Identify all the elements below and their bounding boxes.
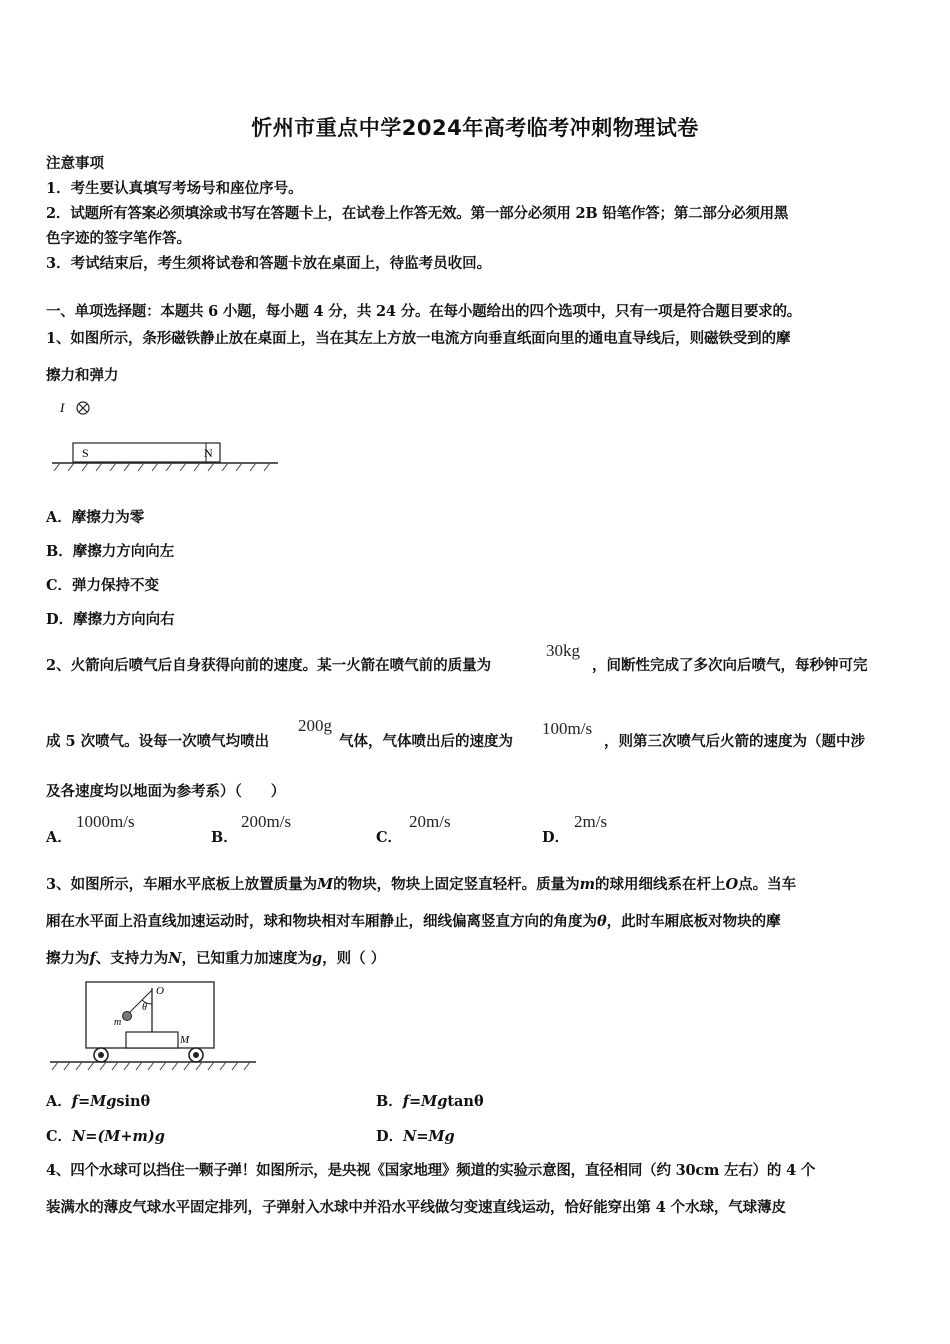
q3-var-N: N bbox=[168, 950, 182, 967]
q2-option-d-label: D． bbox=[542, 829, 570, 846]
q3-option-b-formula: f=Mg bbox=[402, 1093, 448, 1110]
q3-text-3c: ，已知重力加速度为 bbox=[181, 950, 313, 967]
q3-text-1b: 的物块，物块上固定竖直轻杆。质量为 bbox=[333, 876, 580, 893]
q1-bar-magnet bbox=[73, 443, 220, 462]
q2-option-c-value: 20m/s bbox=[409, 812, 451, 831]
q3-wheel-right bbox=[189, 1048, 203, 1062]
q1-option-d: D．摩擦力方向向右 bbox=[46, 611, 175, 628]
q2-option-b-value: 200m/s bbox=[241, 812, 292, 831]
notice-item-1: 1．考生要认真填写考场号和座位序号。 bbox=[46, 180, 303, 197]
q2-option-d-value: 2m/s bbox=[574, 812, 608, 831]
q2-stem-line-2b: 气体，气体喷出后的速度为 bbox=[339, 733, 513, 750]
q3-fig-label-O: O bbox=[156, 985, 164, 997]
q2-stem-line-1b: ，间断性完成了多次向后喷气，每秒钟可完 bbox=[592, 657, 868, 674]
q2-option-b-label: B． bbox=[211, 829, 238, 846]
q2-gas-speed-value: 100m/s bbox=[542, 719, 593, 738]
q3-option-d bbox=[376, 1125, 455, 1146]
q3-var-g: g bbox=[312, 950, 323, 967]
q3-var-m: m bbox=[579, 876, 595, 893]
q3-option-a-trig: sinθ bbox=[116, 1093, 151, 1110]
q3-ball bbox=[123, 1012, 132, 1021]
q3-fig-label-m: m bbox=[114, 1017, 122, 1028]
q3-block bbox=[126, 1032, 178, 1048]
q1-table-hatching bbox=[54, 463, 270, 471]
q3-option-d-formula: N=Mg bbox=[403, 1128, 455, 1145]
q2-option-c-label: C． bbox=[376, 829, 403, 846]
q3-text-3b: 、支持力为 bbox=[95, 950, 169, 967]
q1-stem-line-1: 1、如图所示，条形磁铁静止放在桌面上，当在其左上方放一电流方向垂直纸面向里的通电直导线后，则磁铁受到的摩 bbox=[46, 330, 791, 347]
q3-text-2a: 厢在水平面上沿直线加速运动时，球和物块相对车厢静止，细线偏离竖直方向的角度为 bbox=[46, 913, 597, 930]
q2-stem-line-3: 及各速度均以地面为参考系）（ ） bbox=[46, 783, 286, 800]
q3-option-c-label: C． bbox=[46, 1128, 73, 1145]
q1-option-a: A．摩擦力为零 bbox=[46, 509, 145, 526]
q3-stem-line-1 bbox=[46, 873, 796, 894]
q4-stem-line-1: 4、四个水球可以挡住一颗子弹！如图所示，是央视《国家地理》频道的实验示意图，直径相同（约 30cm 左右）的 4 个 bbox=[46, 1162, 816, 1179]
q3-var-f: f bbox=[89, 950, 96, 967]
q3-fig-label-theta: θ bbox=[142, 1002, 147, 1013]
notice-heading: 注意事项 bbox=[46, 155, 104, 172]
q2-stem-line-2a: 成 5 次喷气。设每一次喷气均喷出 bbox=[46, 733, 270, 750]
q1-stem-line-2: 擦力和弹力 bbox=[46, 367, 119, 384]
q3-option-c bbox=[46, 1125, 165, 1146]
q3-option-a bbox=[46, 1090, 150, 1111]
q3-text-1c: 的球用细线系在杆上 bbox=[595, 876, 726, 893]
q3-stem-line-3 bbox=[46, 947, 385, 968]
q2-gas-mass-value: 200g bbox=[298, 716, 332, 735]
q4-stem-line-2: 装满水的薄皮气球水平固定排列，子弹射入水球中并沿水平线做匀变速直线运动，恰好能穿出第 4 个水球，气球薄皮 bbox=[46, 1199, 786, 1216]
q2-mass-value: 30kg bbox=[546, 641, 580, 660]
q3-var-O: O bbox=[725, 876, 739, 893]
notice-item-3: 3．考试结束后，考生须将试卷和答题卡放在桌面上，待监考员收回。 bbox=[46, 255, 492, 272]
q1-current-label: I bbox=[60, 400, 65, 415]
q3-stem-line-2 bbox=[46, 910, 781, 931]
q1-pole-s: S bbox=[82, 446, 89, 460]
q3-text-1a: 3、如图所示，车厢水平底板上放置质量为 bbox=[46, 876, 318, 893]
q3-option-c-formula: N=(M+m)g bbox=[72, 1128, 165, 1145]
q3-wheel-left bbox=[94, 1048, 108, 1062]
q3-text-3d: ，则（ ） bbox=[322, 950, 386, 967]
q3-var-M: M bbox=[317, 876, 334, 893]
q3-fig-label-M: M bbox=[180, 1034, 190, 1046]
q2-stem-line-1a: 2、火箭向后喷气后自身获得向前的速度。某一火箭在喷气前的质量为 bbox=[46, 657, 492, 674]
q3-option-d-label: D． bbox=[376, 1128, 404, 1145]
q3-var-theta: θ bbox=[597, 913, 607, 930]
q3-option-b bbox=[376, 1090, 484, 1111]
notice-item-2-line-1: 2．试题所有答案必须填涂或书写在答题卡上，在试卷上作答无效。第一部分必须用 2B 铅笔作答；第二部分必须用黑 bbox=[46, 205, 789, 222]
q1-option-b: B．摩擦力方向向左 bbox=[46, 543, 175, 560]
q3-text-2b: ，此时车厢底板对物块的摩 bbox=[606, 913, 781, 930]
q3-option-b-label: B． bbox=[376, 1093, 403, 1110]
q2-option-a-label: A． bbox=[46, 829, 72, 846]
q2-stem-line-2c: ，则第三次喷气后火箭的速度为（题中涉 bbox=[604, 733, 865, 750]
q3-text-1d: 点。当车 bbox=[738, 876, 797, 893]
q1-pole-n: N bbox=[204, 446, 213, 460]
q1-wire-cross-icon bbox=[77, 402, 89, 414]
q3-option-a-label: A． bbox=[46, 1093, 72, 1110]
page-title: 忻州市重点中学2024年高考临考冲刺物理试卷 bbox=[251, 116, 699, 140]
section-heading: 一、单项选择题：本题共 6 小题，每小题 4 分，共 24 分。在每小题给出的四个选项中，只有一项是符合题目要求的。 bbox=[46, 303, 802, 320]
q1-magnet-figure bbox=[46, 396, 286, 476]
q1-option-c: C．弹力保持不变 bbox=[46, 577, 160, 594]
q3-carriage-figure bbox=[46, 976, 260, 1072]
q3-text-3a: 擦力为 bbox=[46, 950, 90, 967]
notice-item-2-line-2: 色字迹的签字笔作答。 bbox=[46, 230, 191, 247]
q2-option-a-value: 1000m/s bbox=[76, 812, 135, 831]
q3-ground-hatching bbox=[52, 1062, 250, 1070]
q3-option-a-formula: f=Mg bbox=[71, 1093, 117, 1110]
q3-option-b-trig: tanθ bbox=[447, 1093, 484, 1110]
